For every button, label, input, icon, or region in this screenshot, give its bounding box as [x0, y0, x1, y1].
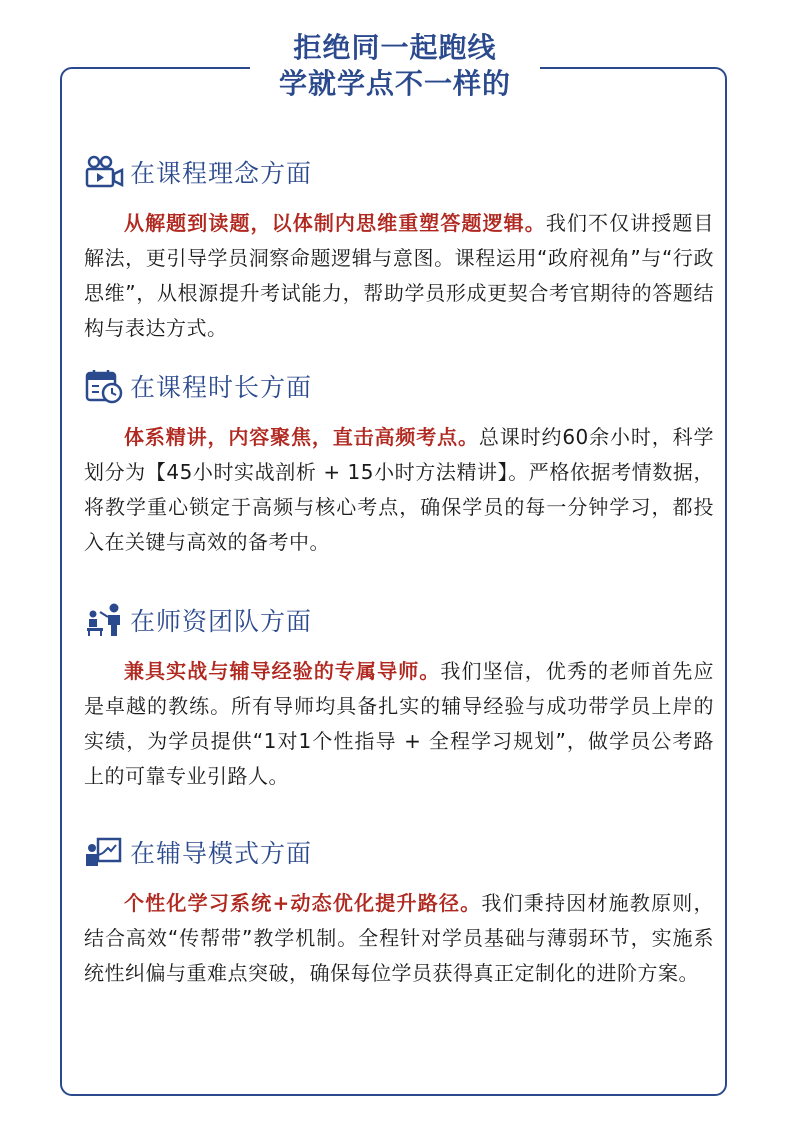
- section-body: [84, 420, 724, 560]
- section-course-concept: [84, 152, 724, 366]
- teacher-student-icon: [84, 602, 124, 638]
- section-header: [84, 366, 724, 406]
- section-teaching-team: [84, 600, 724, 814]
- section-text: 我们坚信，优秀的老师首先应是卓越的教练。所有导师均具备扎实的辅导经验与成功带学员上岸的实绩，为学员提供“1对1个性指导 + 全程学习规划”，做学员公考路上的可靠专业引路人。: [84, 659, 715, 788]
- header-title-line-2: 学就学点不一样的: [278, 67, 511, 100]
- header-title-line-1: 拒绝同一起跑线: [293, 31, 497, 64]
- section-text: 我们不仅讲授题目解法，更引导学员洞察命题逻辑与意图。课程运用“政府视角”与“行政思维”，从根源提升考试能力，帮助学员形成更契合考官期待的答题结构与表达方式。: [84, 211, 715, 340]
- section-body: [84, 886, 724, 991]
- tutoring-board-icon: [84, 834, 124, 870]
- section-header: [84, 600, 724, 640]
- section-title: 在师资团队方面: [130, 607, 313, 636]
- section-highlight: 兼具实战与辅导经验的专属导师。: [124, 659, 441, 683]
- calendar-clock-icon: [84, 368, 124, 404]
- section-body: [84, 206, 724, 346]
- section-title: 在课程时长方面: [130, 373, 313, 402]
- section-highlight: 体系精讲，内容聚焦，直击高频考点。: [124, 425, 479, 449]
- section-text: 总课时约60余小时，科学划分为【45小时实战剖析 + 15小时方法精讲】。严格依据考情数据，将教学重心锁定于高频与核心考点，确保学员的每一分钟学习，都投入在关键与高效的备考中。: [84, 425, 714, 554]
- section-highlight: 个性化学习系统+动态优化提升路径。: [124, 891, 482, 915]
- section-highlight: 从解题到读题，以体制内思维重塑答题逻辑。: [124, 211, 546, 235]
- section-header: [84, 832, 724, 872]
- section-tutoring-mode: [84, 832, 724, 1011]
- section-body: [84, 654, 724, 794]
- header: [250, 30, 540, 102]
- section-course-duration: [84, 366, 724, 580]
- section-title: 在课程理念方面: [130, 159, 313, 188]
- section-header: [84, 152, 724, 192]
- section-title: 在辅导模式方面: [130, 839, 313, 868]
- section-text: 我们秉持因材施教原则，结合高效“传帮带”教学机制。全程针对学员基础与薄弱环节，实施系统性纠偏与重难点突破，确保每位学员获得真正定制化的进阶方案。: [84, 891, 714, 985]
- video-camera-icon: [84, 154, 124, 190]
